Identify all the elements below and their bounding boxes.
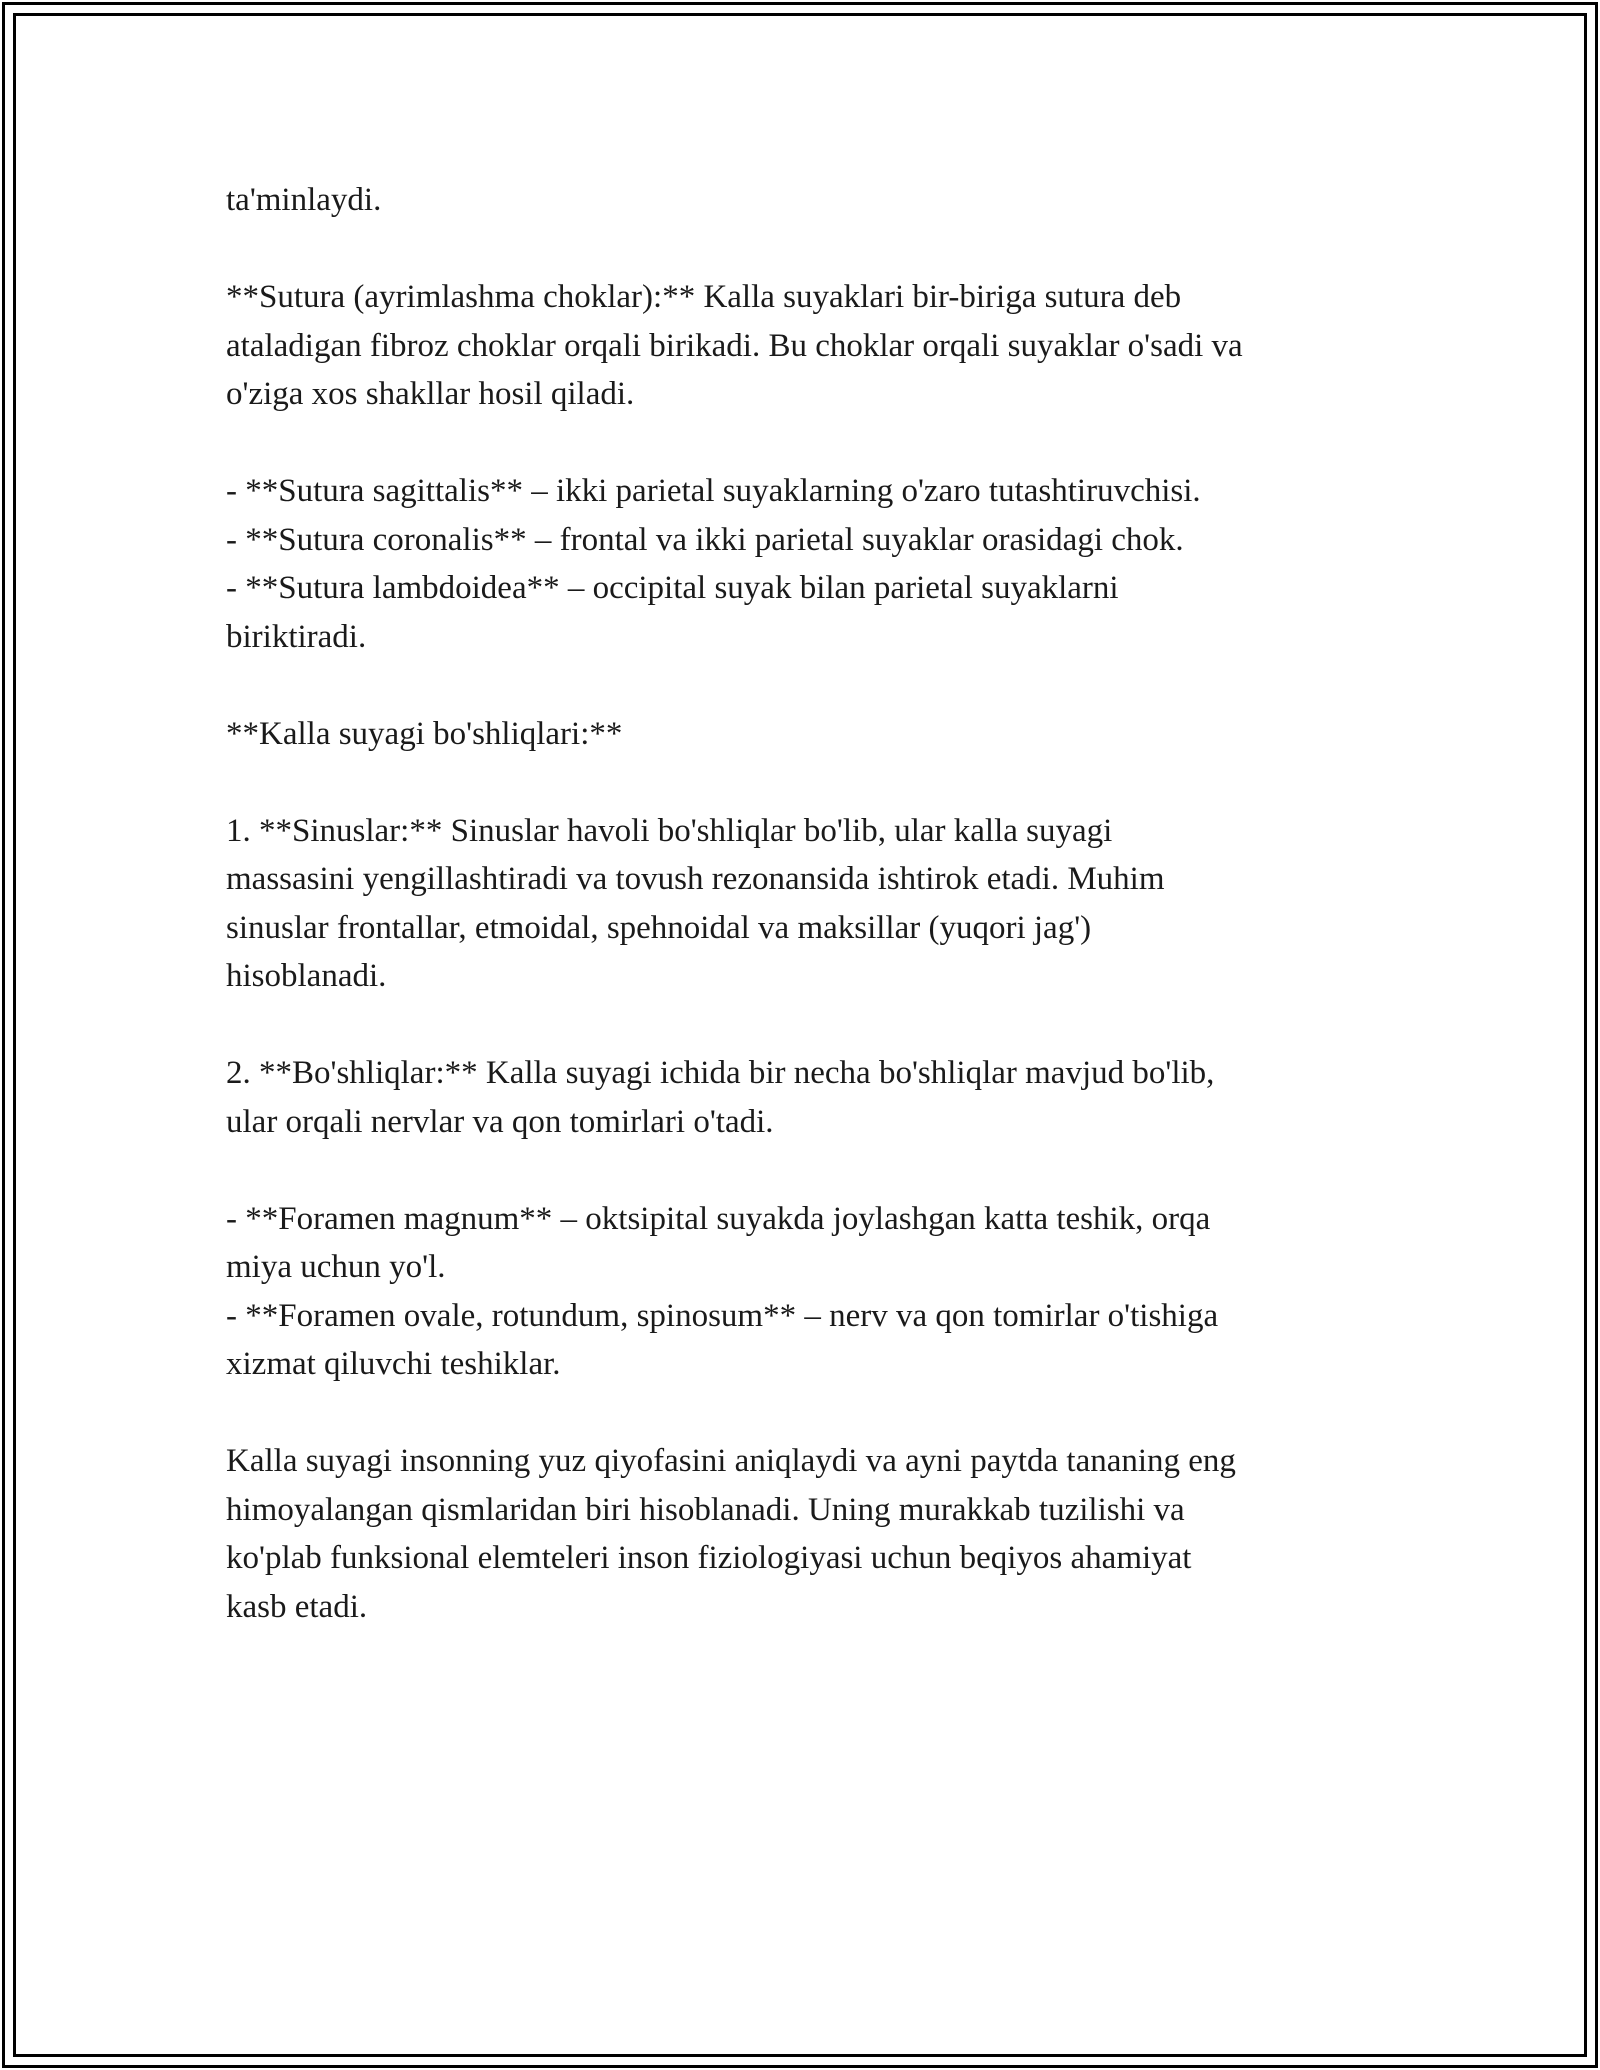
text-line: ular orqali nervlar va qon tomirlari o'tadi. — [226, 1103, 774, 1140]
list-item: - **Foramen magnum** – oktsipital suyakda joylashgan katta teshik, orqa — [226, 1200, 1211, 1237]
paragraph-conclusion — [226, 1437, 1386, 1631]
text-line: 1. **Sinuslar:** Sinuslar havoli bo'shliqlar bo'lib, ular kalla suyagi — [226, 812, 1113, 849]
paragraph-sutura — [226, 273, 1386, 419]
text-line: kasb etadi. — [226, 1588, 368, 1625]
paragraph-intro-tail — [226, 176, 1386, 225]
list-foramina — [226, 1195, 1386, 1389]
paragraph-gap — [226, 661, 1386, 710]
paragraph-gap — [226, 225, 1386, 274]
paragraph-gap — [226, 1146, 1386, 1195]
text-line: o'ziga xos shakllar hosil qiladi. — [226, 376, 635, 412]
paragraph-cavities — [226, 1049, 1386, 1146]
list-item-continuation: miya uchun yo'l. — [226, 1249, 446, 1285]
text-line: **Sutura (ayrimlashma choklar):** Kalla suyaklari bir-biriga sutura deb — [226, 279, 1182, 315]
list-item: - **Sutura lambdoidea** – occipital suyak bilan parietal suyaklarni — [226, 570, 1119, 606]
text-line: **Kalla suyagi bo'shliqlari:** — [226, 715, 623, 752]
text-line: Kalla suyagi insonning yuz qiyofasini aniqlaydi va ayni paytda tananing eng — [226, 1443, 1236, 1479]
text-line: massasini yengillashtiradi va tovush rezonansida ishtirok etadi. Muhim — [226, 861, 1165, 897]
list-item: - **Sutura coronalis** – frontal va ikki parietal suyaklar orasidagi chok. — [226, 521, 1184, 558]
paragraph-gap — [226, 1001, 1386, 1050]
text-line: himoyalangan qismlaridan biri hisoblanadi. Uning murakkab tuzilishi va — [226, 1491, 1185, 1528]
paragraph-gap — [226, 758, 1386, 807]
text-line: sinuslar frontallar, etmoidal, spehnoidal va maksillar (yuqori jag') — [226, 909, 1092, 946]
paragraph-gap — [226, 1389, 1386, 1438]
list-item: - **Sutura sagittalis** – ikki parietal suyaklarning o'zaro tutashtiruvchisi. — [226, 473, 1201, 509]
list-sutura-types — [226, 467, 1386, 661]
text-line: ta'minlaydi. — [226, 182, 382, 218]
text-line: ataladigan fibroz choklar orqali birikadi. Bu choklar orqali suyaklar o'sadi va — [226, 327, 1243, 364]
list-item: - **Foramen ovale, rotundum, spinosum** – nerv va qon tomirlar o'tishiga — [226, 1297, 1219, 1334]
text-line: 2. **Bo'shliqlar:** Kalla suyagi ichida bir necha bo'shliqlar mavjud bo'lib, — [226, 1055, 1215, 1091]
text-line: ko'plab funksional elemteleri inson fiziologiyasi uchun beqiyos ahamiyat — [226, 1540, 1192, 1576]
paragraph-gap — [226, 419, 1386, 468]
list-item-continuation: xizmat qiluvchi teshiklar. — [226, 1346, 561, 1382]
section-heading-cavities — [226, 710, 1386, 759]
text-line: hisoblanadi. — [226, 958, 387, 994]
paragraph-sinuses — [226, 807, 1386, 1001]
document-body — [226, 176, 1386, 1631]
list-item-continuation: biriktiradi. — [226, 618, 367, 655]
